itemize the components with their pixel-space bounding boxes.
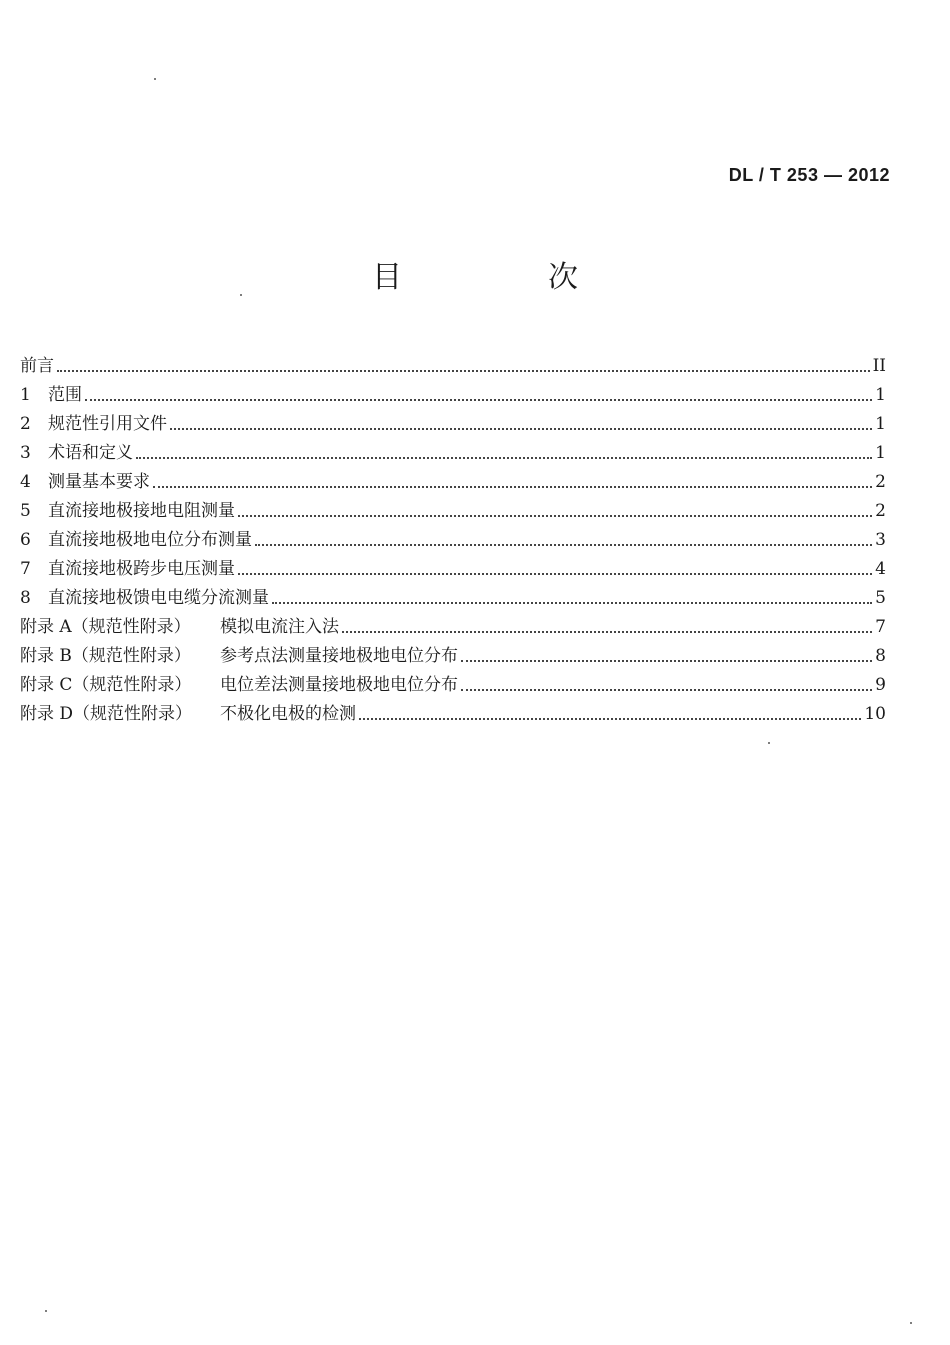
toc-entry-appendix-d[interactable]	[20, 696, 886, 725]
toc-entry-appendix-b[interactable]	[20, 638, 886, 667]
toc-section-number: 8	[20, 588, 31, 608]
dot-leader	[85, 399, 872, 401]
toc-entry-2[interactable]	[20, 406, 886, 435]
toc-entry-appendix-c[interactable]	[20, 667, 886, 696]
scan-speck	[768, 742, 770, 744]
toc-page-number: 2	[875, 472, 886, 492]
toc-entry-label: 术语和定义	[48, 443, 133, 463]
dot-leader	[170, 428, 872, 430]
toc-entry-label: 直流接地极跨步电压测量	[48, 559, 235, 579]
scan-speck	[154, 78, 156, 80]
toc-page-number: 3	[875, 530, 886, 550]
toc-page-number: 1	[875, 414, 886, 434]
appendix-prefix: 附录 C（规范性附录）	[20, 675, 192, 695]
toc-page-number: 1	[875, 443, 886, 463]
toc-entry-label: 直流接地极接地电阻测量	[48, 501, 235, 521]
toc-entry-label: 直流接地极馈电电缆分流测量	[48, 588, 269, 608]
toc-entry-label: 直流接地极地电位分布测量	[48, 530, 252, 550]
toc-section-number: 3	[20, 443, 31, 463]
dot-leader	[255, 544, 872, 546]
toc-entry-8[interactable]	[20, 580, 886, 609]
page-title: 目 次	[372, 260, 636, 295]
dot-leader	[461, 689, 872, 691]
toc-section-number: 5	[20, 501, 31, 521]
toc-section-number: 4	[20, 472, 31, 492]
appendix-prefix: 附录 D（规范性附录）	[20, 704, 193, 724]
toc-entry-label: 规范性引用文件	[48, 414, 167, 434]
dot-leader	[238, 573, 872, 575]
appendix-prefix: 附录 B（规范性附录）	[20, 646, 191, 666]
toc-entry-label: 模拟电流注入法	[220, 617, 339, 637]
toc-entry-label: 前言	[20, 356, 54, 376]
toc-entry-label: 电位差法测量接地极地电位分布	[220, 675, 458, 695]
toc-section-number: 2	[20, 414, 31, 434]
toc-section-number: 1	[20, 385, 31, 405]
dot-leader	[136, 457, 872, 459]
toc-entry-4[interactable]	[20, 464, 886, 493]
toc-entry-6[interactable]	[20, 522, 886, 551]
toc-entry-label: 范围	[48, 385, 82, 405]
dot-leader	[57, 370, 870, 372]
toc-page-number: 1	[875, 385, 886, 405]
toc-entry-appendix-a[interactable]	[20, 609, 886, 638]
dot-leader	[461, 660, 872, 662]
toc-page-number: 4	[875, 559, 886, 579]
dot-leader	[342, 631, 872, 633]
toc-entry-foreword[interactable]	[20, 348, 886, 377]
scan-speck	[910, 1322, 912, 1324]
toc-section-number: 6	[20, 530, 31, 550]
toc-page-number: 7	[875, 617, 886, 637]
dot-leader	[272, 602, 872, 604]
toc-entry-7[interactable]	[20, 551, 886, 580]
toc-page-number: 10	[864, 704, 886, 724]
dot-leader	[359, 718, 861, 720]
toc-entry-5[interactable]	[20, 493, 886, 522]
dot-leader	[153, 486, 872, 488]
appendix-prefix: 附录 A（规范性附录）	[20, 617, 191, 637]
dot-leader	[238, 515, 872, 517]
document-code: DL / T 253 — 2012	[728, 165, 890, 185]
toc-page-number: 2	[875, 501, 886, 521]
table-of-contents	[20, 348, 886, 725]
scan-speck	[45, 1310, 47, 1312]
toc-page-number: 9	[875, 675, 886, 695]
toc-page-number: 5	[875, 588, 886, 608]
toc-entry-3[interactable]	[20, 435, 886, 464]
scan-speck	[240, 294, 242, 296]
toc-entry-label: 测量基本要求	[48, 472, 150, 492]
toc-entry-label: 参考点法测量接地极地电位分布	[220, 646, 458, 666]
toc-section-number: 7	[20, 559, 31, 579]
toc-entry-label: 不极化电极的检测	[220, 704, 356, 724]
toc-page-number: 8	[875, 646, 886, 666]
toc-entry-1[interactable]	[20, 377, 886, 406]
toc-page-number: II	[872, 356, 886, 376]
